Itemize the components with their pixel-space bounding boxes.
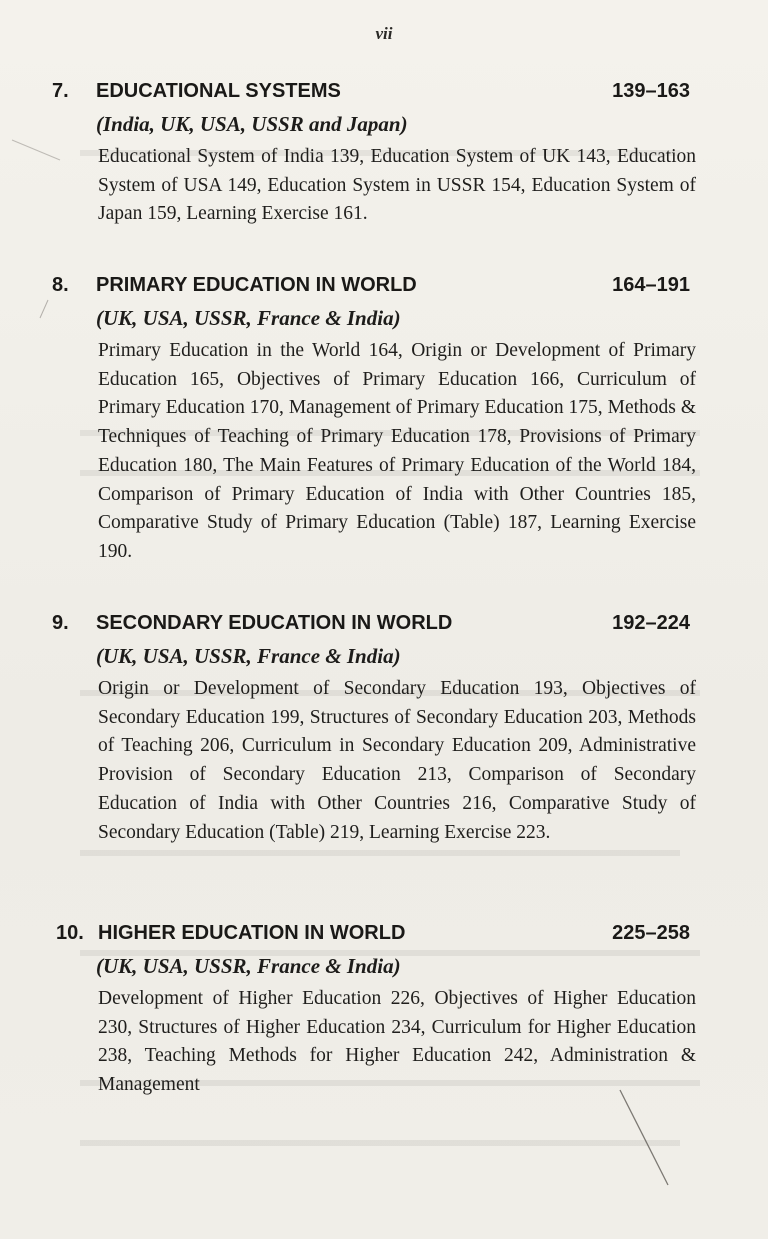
chapter-title: PRIMARY EDUCATION IN WORLD bbox=[96, 274, 417, 296]
chapter-number: 7. bbox=[52, 80, 69, 102]
chapter-page-range: 225–258 bbox=[612, 922, 690, 944]
chapter-subtitle: (UK, USA, USSR, France & India) bbox=[96, 954, 401, 978]
chapter-heading bbox=[52, 80, 702, 110]
chapter-number: 10. bbox=[56, 922, 84, 944]
chapter-contents: Origin or Development of Secondary Education 193, Objectives of Secondary Education 199, Structures of Secondary Education 203, Methods of Teaching 206, Curriculum in Secondary Education 209, Administrative Provision of Secondary Education 213, Comparison of Secondary Education of India with Other Countries 216, Comparative Study of Secondary Education (Table) 219, Learning Exercise 223. bbox=[98, 678, 696, 843]
toc-chapter-7 bbox=[52, 80, 702, 229]
chapter-subtitle: (UK, USA, USSR, France & India) bbox=[96, 306, 401, 330]
chapter-heading bbox=[52, 922, 702, 952]
chapter-number: 9. bbox=[52, 612, 69, 634]
chapter-contents: Educational System of India 139, Education System of UK 143, Education System of USA 149, Education System in USSR 154, Education System of Japan 159, Learning Exercise 161. bbox=[98, 146, 696, 225]
chapter-number: 8. bbox=[52, 274, 69, 296]
page-number: vii bbox=[375, 24, 393, 43]
chapter-title: SECONDARY EDUCATION IN WORLD bbox=[96, 612, 453, 634]
toc-chapter-9 bbox=[52, 612, 702, 847]
chapter-heading bbox=[52, 274, 702, 304]
toc-chapter-8 bbox=[52, 274, 702, 567]
chapter-page-range: 164–191 bbox=[612, 274, 690, 296]
toc-chapter-10 bbox=[52, 922, 702, 1100]
chapter-page-range: 192–224 bbox=[612, 612, 690, 634]
chapter-contents: Primary Education in the World 164, Origin or Development of Primary Education 165, Objectives of Primary Education 166, Curriculum of Primary Education 170, Management of Primary Education 175, Methods & Techniques of Teaching of Primary Education 178, Provisions of Primary Education 180, The Main Features of Primary Education of the World 184, Comparison of Primary Education of India with Other Countries 185, Comparative Study of Primary Education (Table) 187, Learning Exercise 190. bbox=[98, 340, 696, 562]
chapter-heading bbox=[52, 612, 702, 642]
chapter-title: HIGHER EDUCATION IN WORLD bbox=[98, 922, 406, 944]
chapter-contents: Development of Higher Education 226, Objectives of Higher Education 230, Structures of Higher Education 234, Curriculum for Higher Education 238, Teaching Methods for Higher Education 242, Administration & Management bbox=[98, 988, 696, 1096]
chapter-subtitle: (UK, USA, USSR, France & India) bbox=[96, 644, 401, 668]
chapter-subtitle: (India, UK, USA, USSR and Japan) bbox=[96, 112, 408, 136]
chapter-title: EDUCATIONAL SYSTEMS bbox=[96, 80, 341, 102]
chapter-page-range: 139–163 bbox=[612, 80, 690, 102]
